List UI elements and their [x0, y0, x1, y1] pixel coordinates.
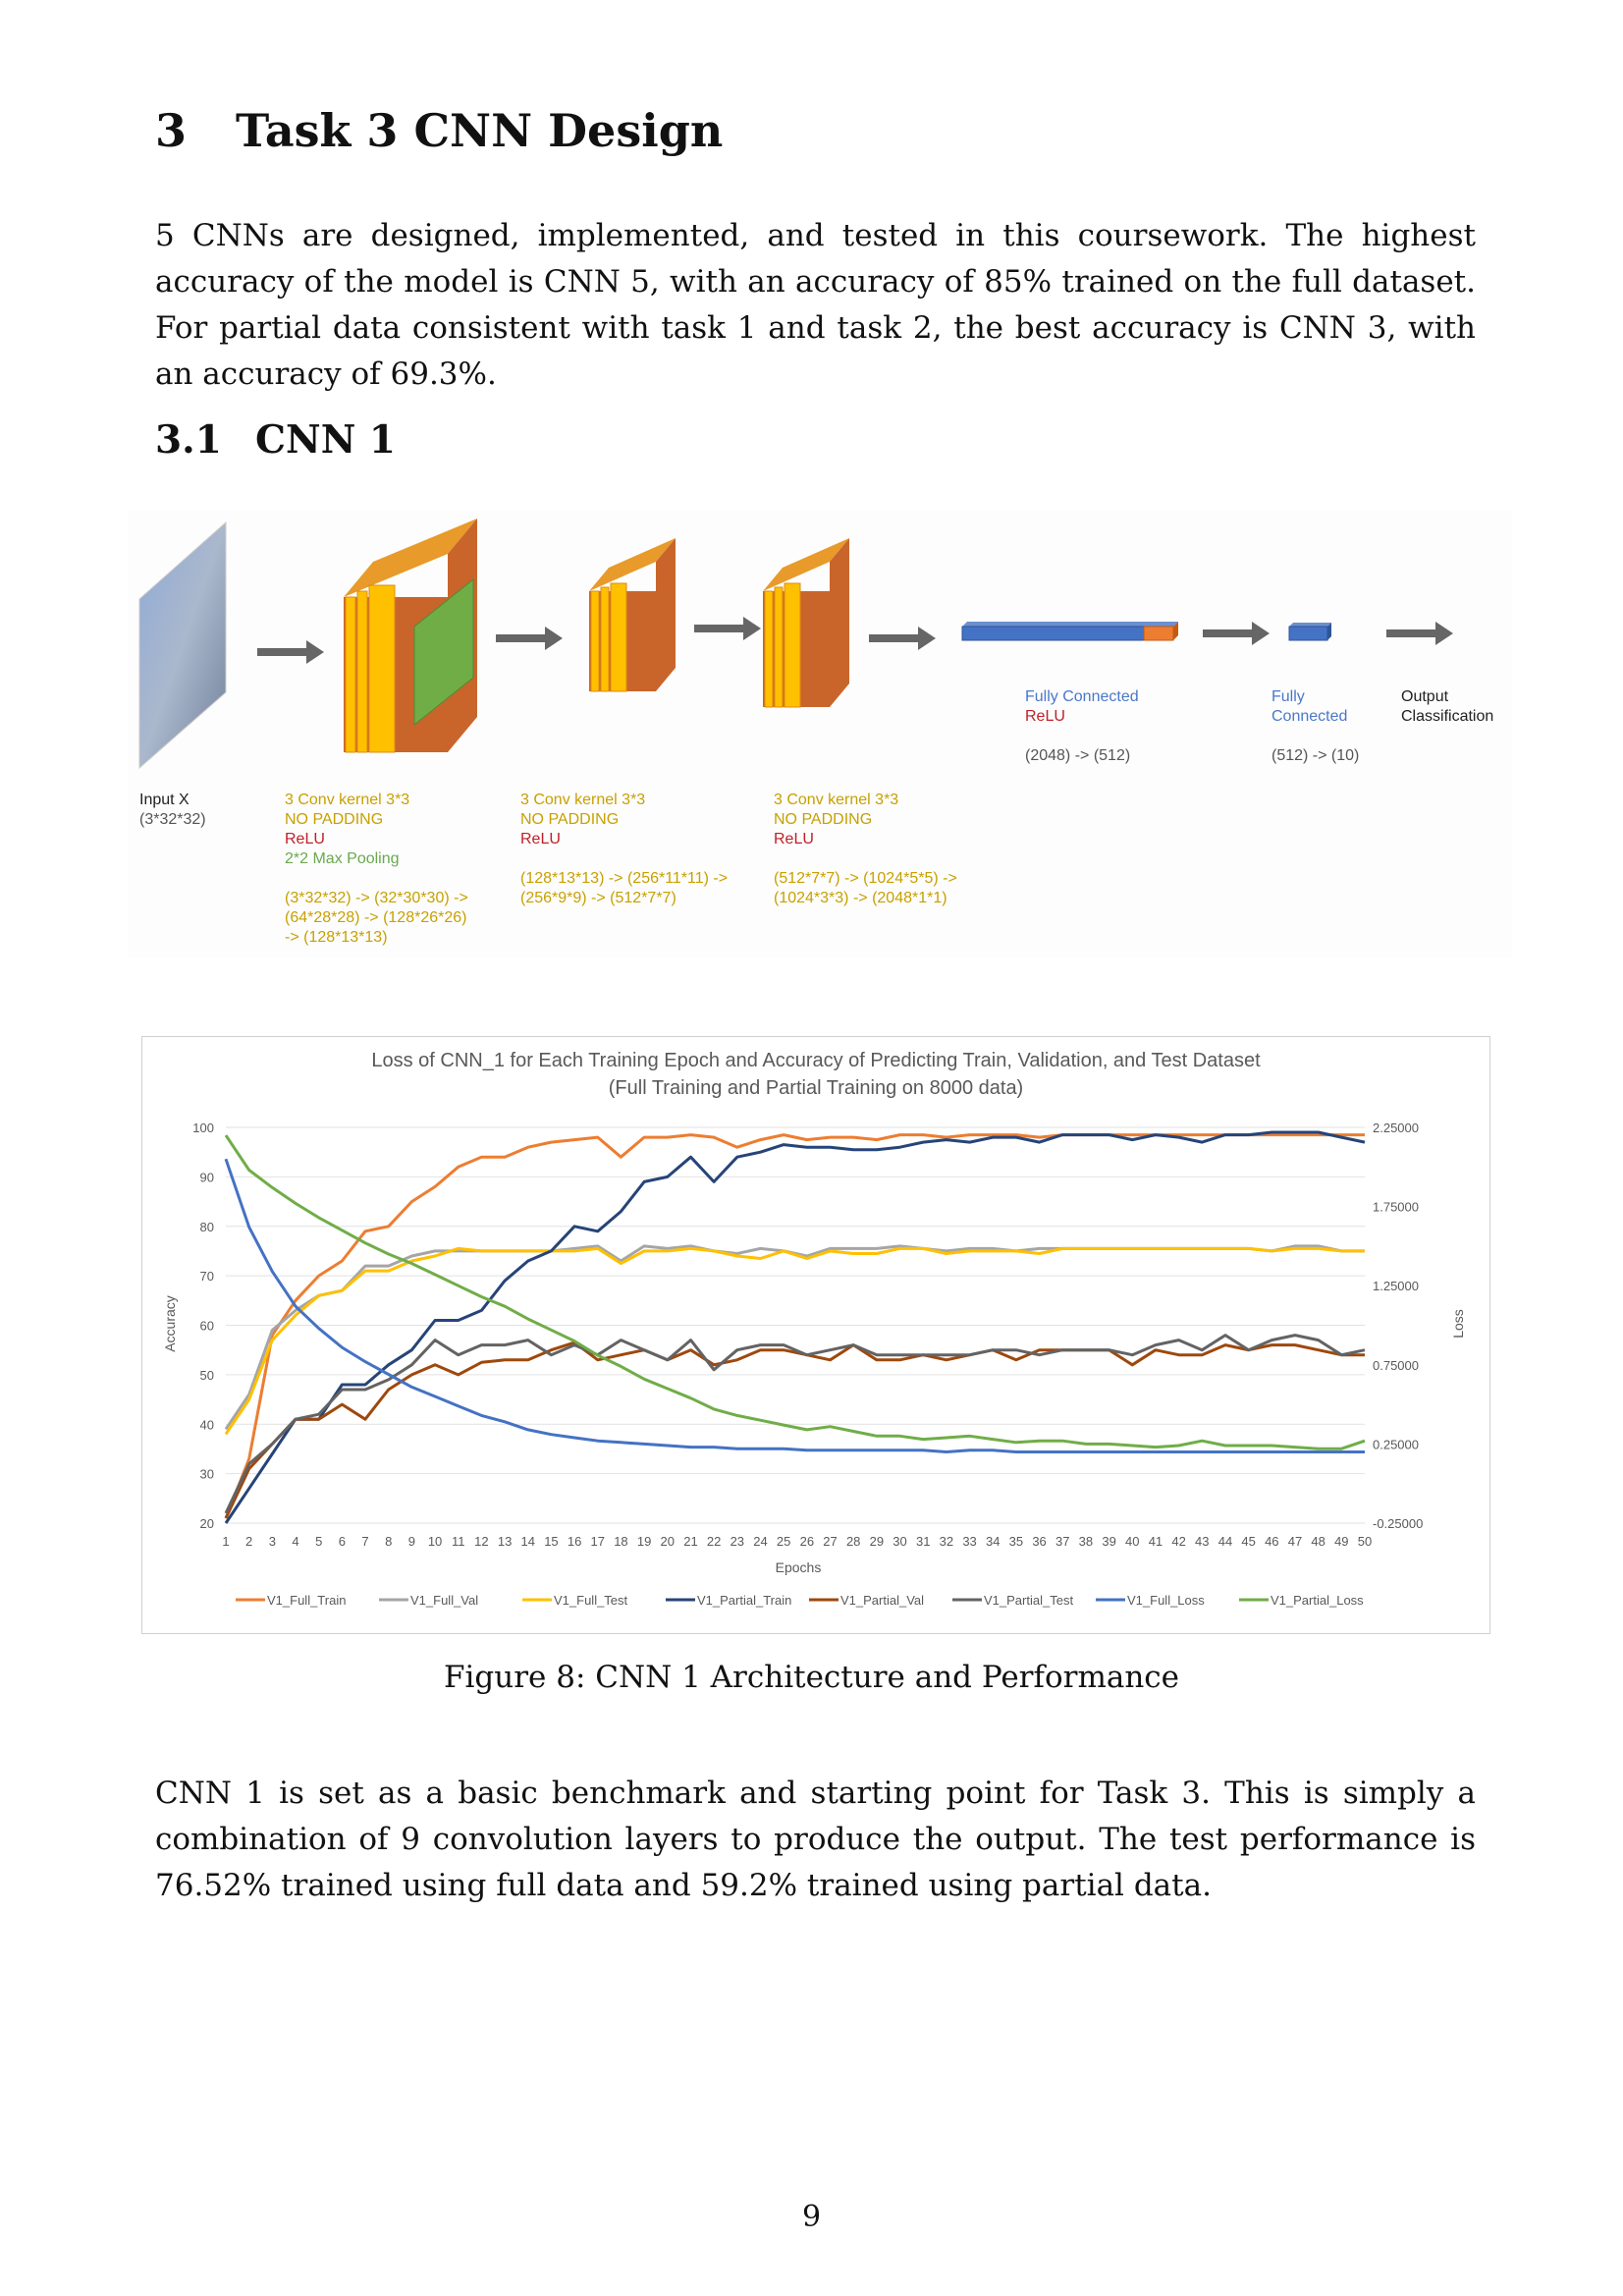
block1-activation: ReLU: [285, 831, 325, 847]
arrow-6: [1386, 622, 1453, 645]
block1-pooling: 2*2 Max Pooling: [285, 850, 400, 867]
fc2-dims: (512) -> (10): [1271, 747, 1360, 764]
y-tick-label: 30: [199, 1466, 214, 1482]
fc1-dims: (2048) -> (512): [1025, 747, 1131, 764]
x-tick-label: 46: [1265, 1534, 1279, 1549]
block1-dims-2: (64*28*28) -> (128*26*26): [285, 909, 467, 926]
x-tick-label: 42: [1171, 1534, 1186, 1549]
x-tick-label: 7: [361, 1534, 369, 1549]
arrow-3: [694, 617, 761, 640]
arrow-1: [257, 640, 324, 664]
fc1-name: Fully Connected: [1025, 688, 1139, 705]
x-tick-label: 8: [385, 1534, 393, 1549]
arrow-2: [496, 627, 563, 650]
y-tick-label: 100: [192, 1121, 214, 1135]
block3-padding: NO PADDING: [774, 811, 873, 828]
block2-dims-1: (128*13*13) -> (256*11*11) ->: [520, 870, 729, 887]
x-tick-label: 6: [338, 1534, 346, 1549]
block3-dims-2: (1024*3*3) -> (2048*1*1): [774, 890, 947, 906]
arrow-5: [1203, 622, 1270, 645]
x-tick-label: 16: [567, 1534, 582, 1549]
series-line-v1-full-test: [226, 1248, 1365, 1434]
block2-activation: ReLU: [520, 831, 561, 847]
x-tick-label: 43: [1195, 1534, 1210, 1549]
y-tick-label: 70: [199, 1269, 214, 1285]
conv-block-1: [344, 519, 477, 752]
x-tick-label: 28: [845, 1534, 861, 1549]
x-tick-label: 41: [1148, 1534, 1163, 1549]
series-line-v1-partial-train: [226, 1132, 1365, 1523]
y2-tick-label: -0.25000: [1373, 1516, 1424, 1531]
x-tick-label: 24: [753, 1534, 768, 1549]
y-axis-label: Accuracy: [162, 1295, 178, 1352]
x-tick-label: 44: [1217, 1534, 1233, 1549]
x-tick-label: 14: [520, 1534, 535, 1549]
series-line-v1-full-train: [226, 1135, 1365, 1518]
block1-padding: NO PADDING: [285, 811, 384, 828]
section-heading: [155, 104, 723, 157]
x-tick-label: 29: [869, 1534, 885, 1549]
x-tick-label: 15: [544, 1534, 559, 1549]
input-title: Input X: [139, 792, 189, 808]
y-tick-label: 90: [199, 1170, 214, 1185]
x-tick-label: 36: [1032, 1534, 1047, 1549]
x-tick-label: 45: [1241, 1534, 1256, 1549]
x-tick-label: 40: [1125, 1534, 1140, 1549]
x-tick-label: 20: [660, 1534, 676, 1549]
block1-kernel: 3 Conv kernel 3*3: [285, 792, 410, 808]
series-line-v1-partial-loss: [226, 1135, 1365, 1449]
x-tick-label: 17: [590, 1534, 606, 1549]
y-tick-label: 40: [199, 1417, 214, 1433]
legend-label-v1-full-test: V1_Full_Test: [554, 1593, 628, 1608]
x-tick-label: 13: [497, 1534, 513, 1549]
y2-axis-label: Loss: [1450, 1309, 1466, 1339]
x-tick-label: 38: [1078, 1534, 1094, 1549]
x-tick-label: 25: [776, 1534, 791, 1549]
x-tick-label: 21: [683, 1534, 698, 1549]
fc-layer-1: [962, 622, 1178, 640]
cnn-architecture-diagram: [128, 511, 1512, 957]
y-tick-label: 60: [199, 1318, 214, 1334]
chart-title: Loss of CNN_1 for Each Training Epoch and Accuracy of Predicting Train, Validation, and Test Dataset: [371, 1050, 1261, 1071]
section-number: 3: [155, 104, 188, 157]
subsection-number: 3.1: [155, 417, 222, 463]
conv-block-3: [763, 538, 849, 707]
chart-svg: [142, 1037, 1489, 1633]
x-tick-label: 5: [315, 1534, 323, 1549]
block3-activation: ReLU: [774, 831, 814, 847]
figure-caption: Figure 8: CNN 1 Architecture and Performance: [443, 1660, 1179, 1695]
x-tick-label: 3: [268, 1534, 276, 1549]
legend-label-v1-full-train: V1_Full_Train: [267, 1593, 347, 1608]
x-tick-label: 23: [730, 1534, 745, 1549]
y2-tick-label: 2.25000: [1373, 1121, 1419, 1135]
y2-tick-label: 0.25000: [1373, 1437, 1419, 1452]
x-tick-label: 22: [706, 1534, 722, 1549]
subsection-heading: [155, 417, 396, 463]
block3-dims-1: (512*7*7) -> (1024*5*5) ->: [774, 870, 957, 887]
body-paragraph: CNN 1 is set as a basic benchmark and starting point for Task 3. This is simply a combination of 9 convolution layers to produce the output. The test performance is 76.52% trained using full data and 59.2% trained using partial data.: [155, 1776, 1476, 1903]
x-tick-label: 31: [915, 1534, 931, 1549]
x-tick-label: 34: [985, 1534, 1001, 1549]
legend-label-v1-partial-loss: V1_Partial_Loss: [1271, 1593, 1364, 1608]
fc2-name-line1: Fully: [1271, 688, 1305, 705]
section-title: Task 3 CNN Design: [236, 104, 724, 157]
arrow-4: [869, 627, 936, 650]
x-tick-label: 47: [1287, 1534, 1303, 1549]
block2-kernel: 3 Conv kernel 3*3: [520, 792, 646, 808]
x-tick-label: 37: [1055, 1534, 1070, 1549]
block1-dims-3: -> (128*13*13): [285, 929, 388, 946]
x-tick-label: 11: [451, 1534, 465, 1549]
x-tick-label: 18: [614, 1534, 628, 1549]
y-tick-label: 80: [199, 1219, 214, 1234]
x-tick-label: 4: [292, 1534, 299, 1549]
x-tick-label: 48: [1311, 1534, 1325, 1549]
x-tick-label: 33: [962, 1534, 977, 1549]
x-tick-label: 1: [222, 1534, 230, 1549]
y2-tick-label: 1.25000: [1373, 1279, 1419, 1294]
conv-block-2: [589, 538, 676, 691]
x-tick-label: 10: [427, 1534, 443, 1549]
x-tick-label: 32: [939, 1534, 954, 1549]
legend-label-v1-partial-test: V1_Partial_Test: [984, 1593, 1074, 1608]
x-tick-label: 50: [1357, 1534, 1373, 1549]
legend-label-v1-full-loss: V1_Full_Loss: [1127, 1593, 1205, 1608]
input-image: [139, 522, 226, 768]
legend-label-v1-partial-val: V1_Partial_Val: [840, 1593, 925, 1608]
y2-tick-label: 1.75000: [1373, 1199, 1419, 1215]
x-tick-label: 12: [474, 1534, 489, 1549]
output-line1: Output: [1401, 688, 1449, 705]
chart-subtitle: (Full Training and Partial Training on 8000 data): [608, 1077, 1024, 1099]
series-line-v1-partial-val: [226, 1342, 1365, 1518]
block3-kernel: 3 Conv kernel 3*3: [774, 792, 899, 808]
y-tick-label: 50: [199, 1367, 214, 1383]
x-tick-label: 27: [823, 1534, 838, 1549]
input-shape: (3*32*32): [139, 811, 206, 828]
x-tick-label: 39: [1102, 1534, 1116, 1549]
x-tick-label: 19: [636, 1534, 652, 1549]
training-chart: [141, 1036, 1490, 1634]
x-tick-label: 9: [407, 1534, 416, 1549]
x-tick-label: 26: [799, 1534, 815, 1549]
page-number: 9: [801, 2200, 822, 2234]
block2-dims-2: (256*9*9) -> (512*7*7): [520, 890, 676, 906]
x-tick-label: 49: [1334, 1534, 1349, 1549]
y2-tick-label: 0.75000: [1373, 1357, 1419, 1373]
x-tick-label: 35: [1008, 1534, 1024, 1549]
fc-layer-2: [1289, 623, 1331, 640]
series-line-v1-full-val: [226, 1246, 1365, 1429]
x-tick-label: 2: [245, 1534, 253, 1549]
fc2-name-line2: Connected: [1271, 708, 1348, 725]
x-axis-label: Epochs: [775, 1559, 822, 1575]
block1-dims-1: (3*32*32) -> (32*30*30) ->: [285, 890, 468, 906]
output-line2: Classification: [1401, 708, 1494, 725]
y-tick-label: 20: [199, 1516, 214, 1531]
series-line-v1-full-loss: [226, 1159, 1365, 1451]
fc1-activation: ReLU: [1025, 708, 1065, 725]
x-tick-label: 30: [893, 1534, 907, 1549]
block2-padding: NO PADDING: [520, 811, 620, 828]
intro-paragraph: 5 CNNs are designed, implemented, and tested in this coursework. The highest accuracy of the model is CNN 5, with an accuracy of 85% trained on the full dataset. For partial data consistent with task 1 and task 2, the best accuracy is CNN 3, with an accuracy of 69.3%.: [155, 218, 1476, 392]
subsection-title: CNN 1: [255, 417, 397, 463]
legend-label-v1-partial-train: V1_Partial_Train: [697, 1593, 792, 1608]
legend-label-v1-full-val: V1_Full_Val: [410, 1593, 479, 1608]
